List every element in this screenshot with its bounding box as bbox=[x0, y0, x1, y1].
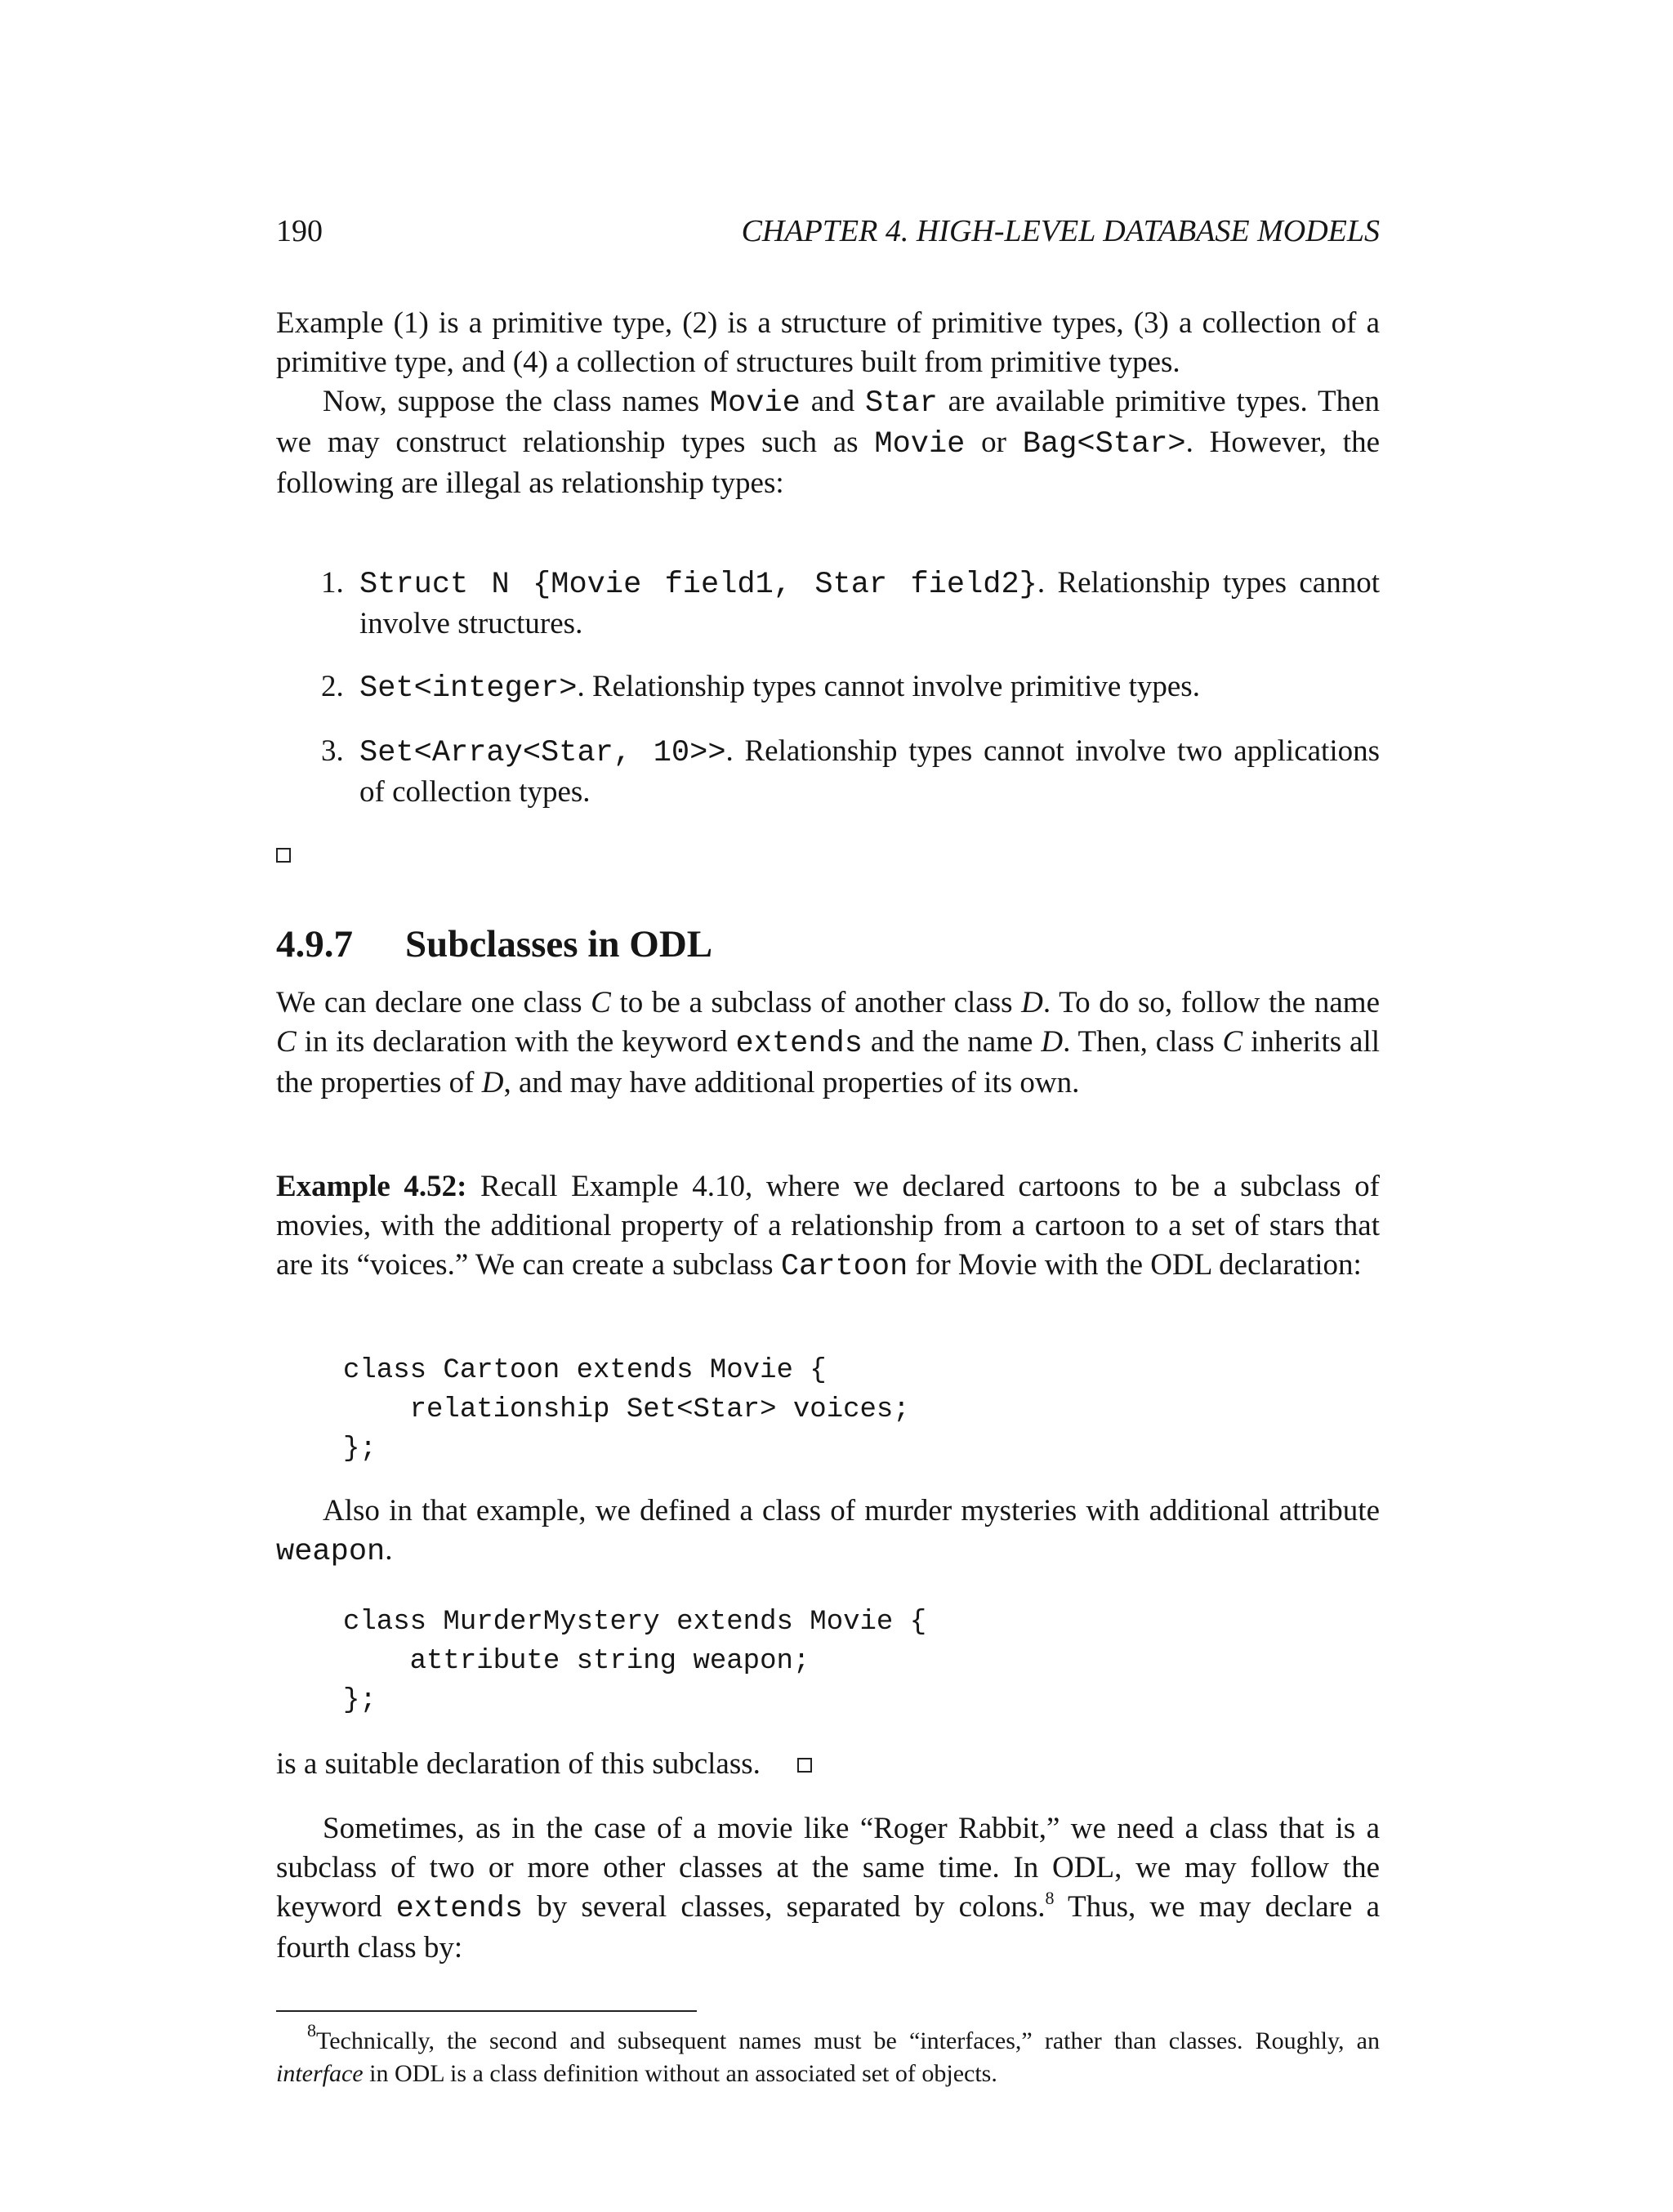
footnote-text bbox=[276, 2020, 1380, 2090]
text-run: Also in that example, we defined a class of murder mysteries with additional attribute bbox=[323, 1494, 1380, 1527]
section-title: Subclasses in ODL bbox=[405, 923, 713, 966]
math-d: D bbox=[481, 1066, 504, 1099]
text-run: We can declare one class bbox=[276, 986, 591, 1019]
section-paragraph bbox=[276, 983, 1380, 1103]
text-run: . Then, class bbox=[1063, 1025, 1223, 1059]
emphasis-interface: interface bbox=[276, 2060, 364, 2087]
text-run: in ODL is a class definition without an associated set of objects. bbox=[363, 2060, 997, 2087]
math-c: C bbox=[591, 986, 611, 1019]
list-code: Set<integer> bbox=[359, 671, 578, 706]
example-paragraph-2 bbox=[276, 1492, 1380, 1572]
list-item bbox=[321, 667, 1380, 708]
list-number: 2. bbox=[321, 670, 344, 703]
code-block-murder-mystery: class MurderMystery extends Movie { attribute string weapon; }; bbox=[343, 1607, 927, 1716]
footnote-marker: 8 bbox=[1045, 1888, 1055, 1908]
page-number: 190 bbox=[276, 214, 323, 248]
list-item bbox=[321, 564, 1380, 644]
subclass-paragraph bbox=[276, 983, 1380, 1103]
list-item bbox=[321, 732, 1380, 812]
text-run: . To do so, follow the name bbox=[1042, 986, 1380, 1019]
text-run: inherits all the properties of bbox=[276, 1025, 1380, 1099]
text-run: for Movie with the ODL declaration: bbox=[908, 1248, 1362, 1282]
code-extends: extends bbox=[735, 1027, 863, 1061]
text-run: Sometimes, as in the case of a movie like “Roger Rabbit,” we need a class that is a subclass of two or more other classes at the same time. In ODL, we may follow the keyword bbox=[276, 1812, 1380, 1924]
code-weapon: weapon bbox=[276, 1535, 386, 1569]
text-run: is a suitable declaration of this subclass. bbox=[276, 1747, 761, 1781]
text-run: Technically, the second and subsequent names must be “interfaces,” rather than classes. Roughly, an bbox=[316, 2027, 1380, 2054]
text-run: and bbox=[800, 385, 865, 418]
list-text: . Relationship types cannot involve two applications of collection types. bbox=[359, 734, 1380, 809]
text-run: , and may have additional properties of its own. bbox=[503, 1066, 1080, 1099]
section-heading bbox=[276, 918, 712, 970]
example-label: Example 4.52: bbox=[276, 1170, 467, 1203]
text-run: . bbox=[385, 1533, 393, 1567]
text-run: Now, suppose the class names bbox=[323, 385, 710, 418]
text-run: in its declaration with the keyword bbox=[296, 1025, 736, 1059]
math-c: C bbox=[1222, 1025, 1243, 1059]
text-run: or bbox=[965, 426, 1023, 459]
list-text: . Relationship types cannot involve structures. bbox=[359, 566, 1380, 640]
list-number: 1. bbox=[321, 566, 344, 600]
code-movie: Movie bbox=[709, 386, 801, 421]
list-text: . Relationship types cannot involve primitive types. bbox=[577, 670, 1200, 703]
intro-paragraph-2 bbox=[276, 382, 1380, 503]
footnote-number: 8 bbox=[307, 2020, 316, 2040]
intro-block bbox=[276, 304, 1380, 503]
example-conclusion bbox=[276, 1745, 812, 1784]
text-run: are available primitive types. Then we may construct relationship types such as bbox=[276, 385, 1380, 459]
list-code: Struct N {Movie field1, Star field2} bbox=[359, 568, 1037, 602]
footnote-rule bbox=[276, 2010, 697, 2012]
text-run: Recall Example 4.10, where we declared cartoons to be a subclass of movies, with the additional property of a relationship from a cartoon to a set of stars that are its “voices.” We can create a subclass bbox=[276, 1170, 1380, 1282]
text-run: Thus, we may declare a fourth class by: bbox=[276, 1890, 1380, 1964]
math-c: C bbox=[276, 1025, 297, 1059]
footnote bbox=[276, 2020, 1380, 2090]
text-run: by several classes, separated by colons. bbox=[523, 1890, 1046, 1924]
example-4-52 bbox=[276, 1167, 1380, 1287]
code-bag-star: Bag<Star> bbox=[1022, 427, 1186, 462]
code-star: Star bbox=[864, 386, 938, 421]
math-d: D bbox=[1041, 1025, 1064, 1059]
example-paragraph bbox=[276, 1167, 1380, 1287]
list-number: 3. bbox=[321, 734, 344, 768]
code-block-cartoon: class Cartoon extends Movie { relationship Set<Star> voices; }; bbox=[343, 1355, 910, 1465]
text-run: and the name bbox=[862, 1025, 1042, 1059]
illegal-types-list bbox=[321, 564, 1380, 812]
list-code: Set<Array<Star, 10>> bbox=[359, 736, 726, 770]
text-run: . However, the following are illegal as relationship types: bbox=[276, 426, 1381, 500]
math-d: D bbox=[1021, 986, 1043, 1019]
end-of-example-mark bbox=[276, 848, 291, 867]
code-cartoon: Cartoon bbox=[780, 1250, 908, 1284]
qed-square-icon bbox=[276, 848, 291, 863]
code-movie: Movie bbox=[874, 427, 966, 462]
text-run: to be a subclass of another class bbox=[610, 986, 1022, 1019]
section-number: 4.9.7 bbox=[276, 923, 353, 966]
multiple-inheritance-paragraph bbox=[276, 1809, 1380, 1968]
running-title: CHAPTER 4. HIGH-LEVEL DATABASE MODELS bbox=[741, 214, 1380, 248]
murder-mystery-paragraph bbox=[276, 1492, 1380, 1572]
code-extends: extends bbox=[395, 1892, 524, 1926]
intro-paragraph-1: Example (1) is a primitive type, (2) is a structure of primitive types, (3) a collection of a primitive type, and (4) a collection of structures built from primitive types. bbox=[276, 306, 1380, 379]
closing-paragraph bbox=[276, 1809, 1380, 1968]
running-header bbox=[276, 210, 1380, 252]
qed-square-icon bbox=[797, 1758, 812, 1773]
